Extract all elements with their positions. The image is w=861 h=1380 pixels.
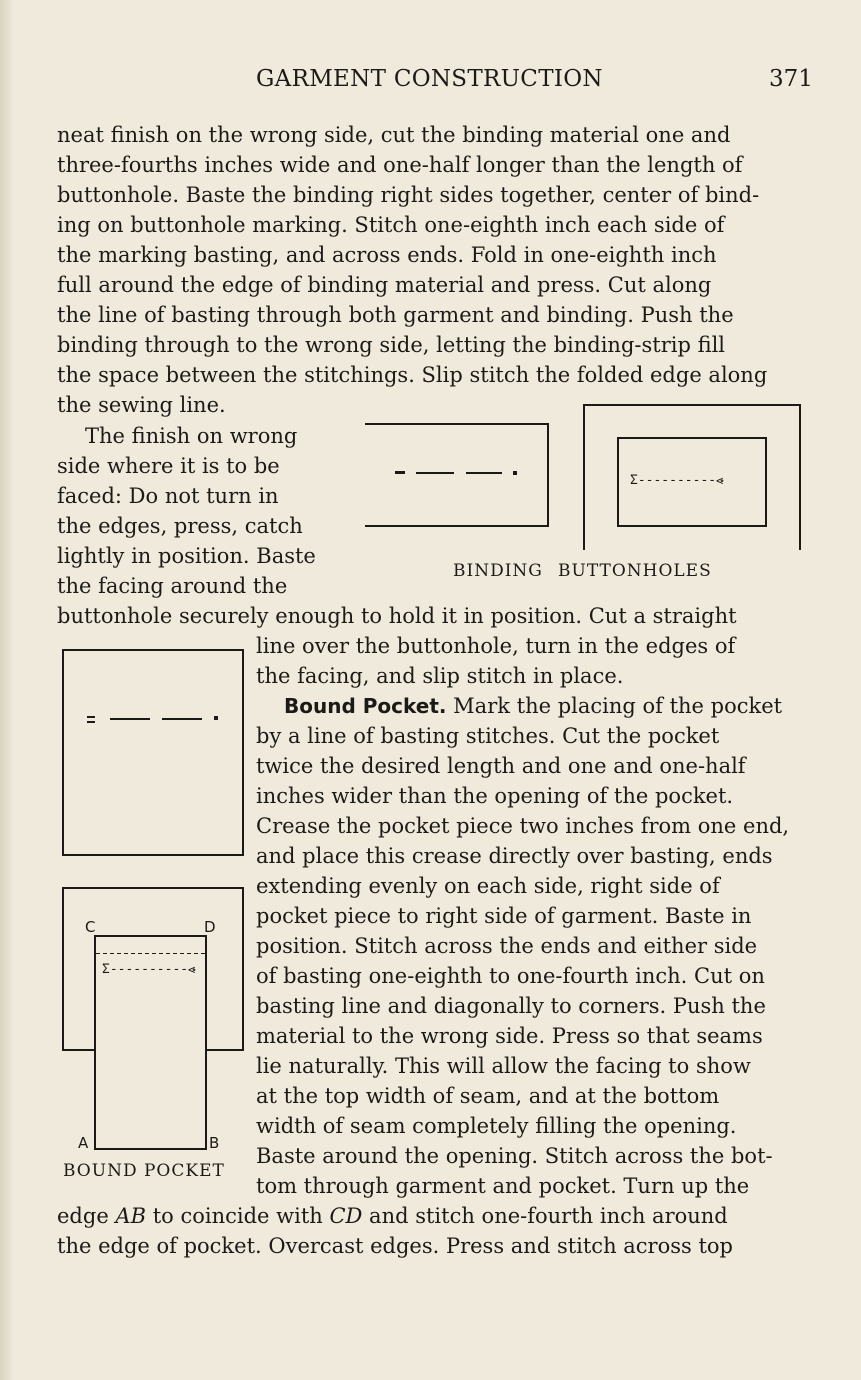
text-line: the space between the stitchings. Slip stitch the folded edge along bbox=[57, 363, 768, 387]
text-line: tom through garment and pocket. Turn up the bbox=[256, 1174, 750, 1198]
inline-text: Mark the placing of the pocket bbox=[453, 694, 783, 718]
text-line: the marking basting, and across ends. Fold in one-eighth inch bbox=[57, 243, 717, 267]
text-line bbox=[57, 1201, 809, 1231]
text-line: the facing, and slip stitch in place. bbox=[256, 664, 624, 688]
basting-dash bbox=[466, 472, 502, 474]
garment-bottom-left bbox=[62, 1049, 96, 1051]
text-line: twice the desired length and one and one-half bbox=[256, 754, 746, 778]
text-line: the edges, press, catch bbox=[57, 514, 303, 538]
text-line: The finish on wrong bbox=[85, 424, 298, 448]
text-line: position. Stitch across the ends and either side bbox=[256, 934, 758, 958]
text-line: the facing around the bbox=[57, 574, 288, 598]
binding-caption: BINDING bbox=[453, 561, 543, 581]
corner-label-c: C bbox=[85, 918, 96, 936]
text-line: faced: Do not turn in bbox=[57, 484, 279, 508]
text-line: basting line and diagonally to corners. Push the bbox=[256, 994, 766, 1018]
basting-dash bbox=[110, 718, 150, 720]
inline-text: to coincide with bbox=[146, 1204, 330, 1228]
text-line: the line of basting through both garment and binding. Push the bbox=[57, 303, 734, 327]
garment-bottom-right bbox=[205, 1049, 244, 1051]
text-line: material to the wrong side. Press so that seams bbox=[256, 1024, 763, 1048]
pocket-fold-line bbox=[96, 953, 205, 954]
text-line: three-fourths inches wide and one-half longer than the length of bbox=[57, 153, 743, 177]
page-number: 371 bbox=[769, 66, 813, 92]
buttonhole-stitch-icon: Σ----------⩹ bbox=[630, 473, 724, 488]
bound-pocket-heading: Bound Pocket. bbox=[284, 694, 447, 718]
basting-dash bbox=[87, 716, 95, 718]
basting-dash bbox=[513, 471, 517, 475]
binding-rectangle bbox=[365, 423, 549, 527]
text-line: the edge of pocket. Overcast edges. Press and stitch across top bbox=[57, 1234, 733, 1258]
text-line: line over the buttonhole, turn in the edges of bbox=[256, 634, 736, 658]
outer-garment-left-edge bbox=[583, 404, 585, 550]
running-head: GARMENT CONSTRUCTION bbox=[256, 66, 603, 92]
page-spine-shadow bbox=[0, 0, 14, 1380]
basting-dash bbox=[162, 718, 202, 720]
text-line: buttonhole securely enough to hold it in position. Cut a straight bbox=[57, 604, 737, 628]
buttonholes-caption: BUTTONHOLES bbox=[558, 561, 712, 581]
text-line: and place this crease directly over basting, ends bbox=[256, 844, 773, 868]
basting-dash bbox=[87, 721, 95, 723]
facing-outline bbox=[62, 649, 244, 856]
text-line: lie naturally. This will allow the facing to show bbox=[256, 1054, 751, 1078]
text-line: pocket piece to right side of garment. Baste in bbox=[256, 904, 752, 928]
text-line: by a line of basting stitches. Cut the pocket bbox=[256, 724, 720, 748]
inline-text: and stitch one-fourth inch around bbox=[362, 1204, 728, 1228]
inline-text: edge bbox=[57, 1204, 116, 1228]
basting-dash bbox=[395, 471, 405, 474]
text-line: Baste around the opening. Stitch across the bot- bbox=[256, 1144, 773, 1168]
basting-dash bbox=[214, 716, 218, 720]
text-line: full around the edge of binding material and press. Cut along bbox=[57, 273, 712, 297]
text-line: binding through to the wrong side, letting the binding-strip fill bbox=[57, 333, 726, 357]
text-line: lightly in position. Baste bbox=[57, 544, 316, 568]
text-line bbox=[284, 691, 809, 721]
text-line: width of seam completely filling the opening. bbox=[256, 1114, 737, 1138]
text-line: inches wider than the opening of the pocket. bbox=[256, 784, 734, 808]
basting-dash bbox=[416, 472, 454, 474]
label-cd: CD bbox=[329, 1204, 363, 1228]
corner-label-a: A bbox=[78, 1134, 89, 1152]
text-line: neat finish on the wrong side, cut the binding material one and bbox=[57, 123, 731, 147]
corner-label-b: B bbox=[209, 1134, 220, 1152]
text-line: extending evenly on each side, right side of bbox=[256, 874, 720, 898]
label-ab: AB bbox=[115, 1204, 147, 1228]
bound-pocket-caption: BOUND POCKET bbox=[63, 1161, 225, 1181]
page-header bbox=[0, 66, 861, 102]
text-line: Crease the pocket piece two inches from one end, bbox=[256, 814, 790, 838]
text-line: the sewing line. bbox=[57, 393, 226, 417]
text-line: at the top width of seam, and at the bottom bbox=[256, 1084, 720, 1108]
text-line: buttonhole. Baste the binding right sides together, center of bind- bbox=[57, 183, 760, 207]
text-line: ing on buttonhole marking. Stitch one-eighth inch each side of bbox=[57, 213, 725, 237]
buttonhole-stitch-icon: Σ----------⩹ bbox=[102, 962, 196, 977]
text-line: of basting one-eighth to one-fourth inch. Cut on bbox=[256, 964, 765, 988]
text-line: side where it is to be bbox=[57, 454, 280, 478]
corner-label-d: D bbox=[204, 918, 216, 936]
